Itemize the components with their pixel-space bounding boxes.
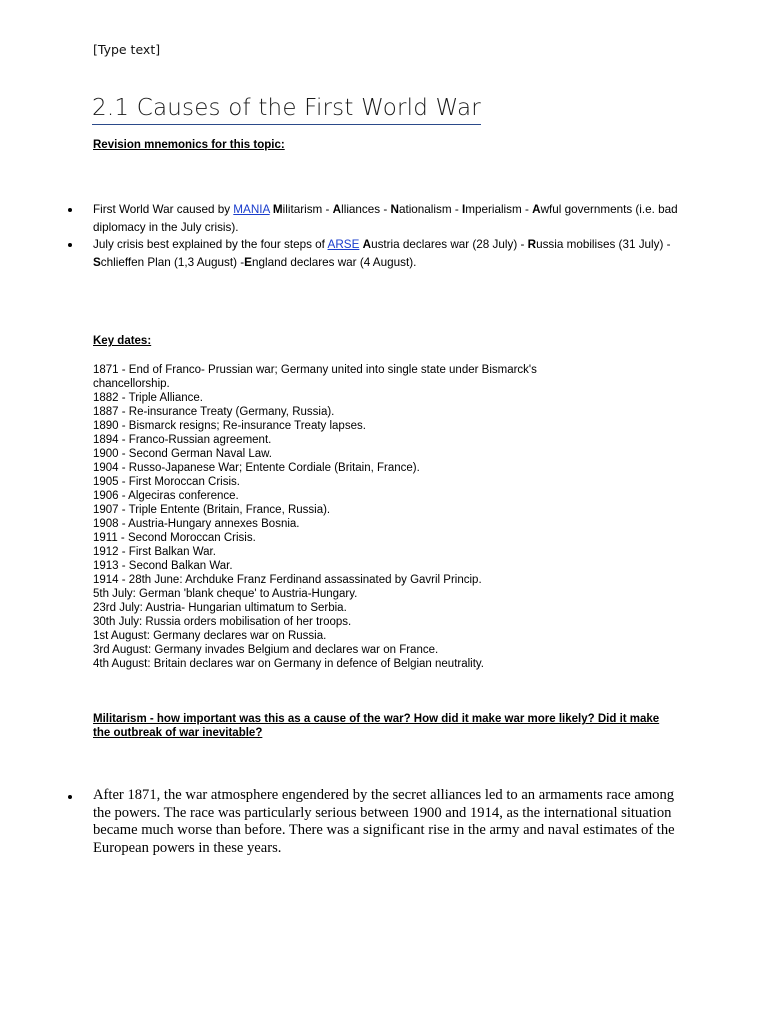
date-line: 1906 - Algeciras conference. xyxy=(93,490,239,502)
date-line: 1st August: Germany declares war on Russia. xyxy=(93,630,327,642)
mnemonic-letter: N xyxy=(390,203,399,216)
paragraph-text: After 1871, the war atmosphere engendered by the secret alliances led to an armaments race among the powers. The race was particularly serious between 1900 and 1914, as the international situation became much worse than before. There was a significant rise in the army and naval estimates of the European powers in these years. xyxy=(93,787,675,857)
mnemonic-word: wful governments (i.e. bad diplomacy in the July crisis). xyxy=(93,203,678,234)
bullet-icon xyxy=(68,208,72,212)
date-line: 1913 - Second Balkan War. xyxy=(93,560,233,572)
mnemonics-heading: Revision mnemonics for this topic: xyxy=(93,139,285,151)
mnemonic-intro: First World War caused by xyxy=(93,203,234,216)
mnemonic-word: ustria declares war (28 July) - xyxy=(371,238,528,251)
mnemonic-item xyxy=(64,236,684,271)
date-line: 3rd August: Germany invades Belgium and declares war on France. xyxy=(93,644,439,656)
date-line: 1882 - Triple Alliance. xyxy=(93,392,203,404)
militarism-heading: Militarism - how important was this as a cause of the war? How did it make war more likely? Did it make the outbreak of war inevitable? xyxy=(93,713,660,739)
date-line: 5th July: German 'blank cheque' to Austria-Hungary. xyxy=(93,588,358,600)
mnemonic-letter: R xyxy=(527,238,537,251)
date-line: 1905 - First Moroccan Crisis. xyxy=(93,476,240,488)
bullet-icon xyxy=(68,243,72,247)
mnemonic-word: ussia mobilises (31 July) - xyxy=(536,238,671,251)
date-line: 1900 - Second German Naval Law. xyxy=(93,448,272,460)
date-line: 23rd July: Austria- Hungarian ultimatum to Serbia. xyxy=(93,602,347,614)
mnemonic-word: ngland declares war (4 August). xyxy=(251,255,417,269)
bullet-icon xyxy=(68,795,72,799)
arse-link[interactable]: ARSE xyxy=(327,238,360,251)
mnemonics-list xyxy=(64,201,684,271)
mnemonic-word: mperialism - xyxy=(465,203,533,216)
date-line: 4th August: Britain declares war on Germany in defence of Belgian neutrality. xyxy=(93,658,485,670)
mnemonic-letter: A xyxy=(532,203,541,216)
date-line: 1914 - 28th June: Archduke Franz Ferdinand assassinated by Gavril Princip. xyxy=(93,574,482,586)
mnemonic-word: ilitarism - xyxy=(282,203,333,216)
date-line: 1887 - Re-insurance Treaty (Germany, Russia). xyxy=(93,406,335,418)
key-dates-heading: Key dates: xyxy=(93,335,152,347)
date-line: 1908 - Austria-Hungary annexes Bosnia. xyxy=(93,518,300,530)
mnemonic-letter: A xyxy=(362,238,372,251)
page-title: 2.1 Causes of the First World War xyxy=(92,93,481,125)
mnemonic-letter: S xyxy=(93,255,101,269)
date-line: 1911 - Second Moroccan Crisis. xyxy=(93,532,256,544)
date-line: 30th July: Russia orders mobilisation of her troops. xyxy=(93,616,352,628)
mnemonic-letter: M xyxy=(272,203,283,216)
key-dates-list xyxy=(93,363,613,671)
date-line: 1912 - First Balkan War. xyxy=(93,546,216,558)
militarism-paragraph xyxy=(64,787,684,858)
date-line: 1904 - Russo-Japanese War; Entente Cordiale (Britain, France). xyxy=(93,462,420,474)
mnemonic-word: ationalism - xyxy=(398,203,462,216)
mnemonic-letter: E xyxy=(244,255,252,269)
date-line: 1890 - Bismarck resigns; Re-insurance Treaty lapses. xyxy=(93,420,366,432)
date-line: 1894 - Franco-Russian agreement. xyxy=(93,434,272,446)
mnemonic-item xyxy=(64,201,684,236)
date-line: 1871 - End of Franco- Prussian war; Germany united into single state under Bismarck's chancellorship. xyxy=(93,364,537,390)
mnemonic-intro: July crisis best explained by the four steps of xyxy=(93,238,328,251)
date-line: 1907 - Triple Entente (Britain, France, Russia). xyxy=(93,504,331,516)
mnemonic-word: lliances - xyxy=(341,203,391,216)
mania-link[interactable]: MANIA xyxy=(233,203,270,216)
mnemonic-letter: A xyxy=(332,203,342,216)
mnemonic-letter: I xyxy=(461,203,466,216)
mnemonic-word: chlieffen Plan (1,3 August) - xyxy=(100,255,245,269)
militarism-list xyxy=(64,787,684,858)
page-header: [Type text] xyxy=(93,42,161,57)
